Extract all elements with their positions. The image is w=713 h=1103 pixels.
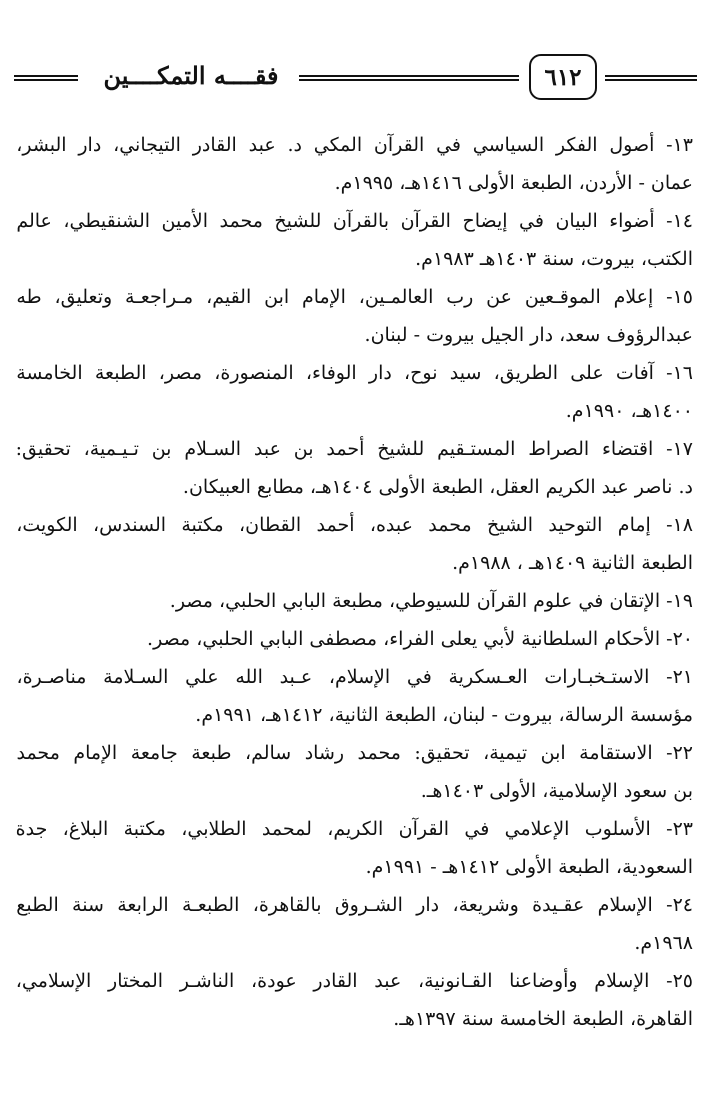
- reference-line: د. ناصر عبد الكريم العقل، الطبعة الأولى ١٤٠٤هـ، مطابع العبيكان.: [182, 476, 693, 498]
- header-rule-left: [14, 75, 78, 81]
- reference-line: ٢٠- الأحكام السلطانية لأبي يعلى الفراء، مصطفى البابي الحلبي، مصر.: [147, 628, 693, 650]
- reference-line: القاهرة، الطبعة الخامسة سنة ١٣٩٧هـ.: [393, 1008, 693, 1030]
- reference-line: ٢٥- الإسلام وأوضاعنا القـانونية، عبد القادر عودة، الناشـر المختار الإسلامي،: [15, 970, 693, 992]
- reference-line: ٢١- الاستـخبـارات العـسكرية في الإسلام، عـبد الله علي السـلامة مناصـرة،: [16, 666, 693, 688]
- reference-line: ١٨- إمام التوحيد الشيخ محمد عبده، أحمد القطان، مكتبة السندس، الكويت،: [16, 514, 693, 536]
- reference-entry: [16, 620, 693, 658]
- running-title: فقــــه التمكــــين: [103, 61, 279, 90]
- reference-line: عبدالرؤوف سعد، دار الجيل بيروت - لبنان.: [364, 324, 693, 346]
- reference-entry: [16, 658, 693, 734]
- reference-line: الطبعة الثانية ١٤٠٩هـ ، ١٩٨٨م.: [452, 552, 693, 574]
- reference-entry: [16, 886, 693, 962]
- header-rule-middle: [299, 75, 519, 81]
- reference-line: مؤسسة الرسالة، بيروت - لبنان، الطبعة الثانية، ١٤١٢هـ، ١٩٩١م.: [195, 704, 693, 726]
- reference-entry: [16, 734, 693, 810]
- reference-entry: [16, 354, 693, 430]
- reference-entry: [16, 202, 693, 278]
- reference-line: ١٦- آفات على الطريق، سيد نوح، دار الوفاء، المنصورة، مصر، الطبعة الخامسة: [16, 362, 693, 384]
- page-number-text: ٦١٢: [544, 63, 582, 91]
- reference-line: ١٩- الإتقان في علوم القرآن للسيوطي، مطبعة البابي الحلبي، مصر.: [169, 590, 693, 612]
- reference-entry: [16, 126, 693, 202]
- reference-line: ١٧- اقتضاء الصراط المستـقيم للشيخ أحمد بن عبد السـلام بن تـيـمية، تحقيق:: [15, 438, 693, 460]
- reference-entry: [16, 278, 693, 354]
- page-header: [14, 52, 697, 104]
- reference-line: ٢٤- الإسلام عقـيدة وشريعة، دار الشـروق بالقاهرة، الطبعـة الرابعة سنة الطبع: [16, 894, 693, 916]
- reference-entry: [16, 962, 693, 1038]
- reference-line: عمان - الأردن، الطبعة الأولى ١٤١٦هـ، ١٩٩٥م.: [334, 172, 693, 194]
- reference-entry: [16, 506, 693, 582]
- reference-line: ١٤٠٠هـ، ١٩٩٠م.: [565, 400, 693, 422]
- reference-line: ١٣- أصول الفكر السياسي في القرآن المكي د. عبد القادر التيجاني، دار البشر،: [16, 134, 693, 156]
- reference-entry: [16, 810, 693, 886]
- header-rule-right: [605, 75, 697, 81]
- reference-line: ١٩٦٨م.: [634, 932, 693, 954]
- reference-line: ٢٢- الاستقامة ابن تيمية، تحقيق: محمد رشاد سالم، طبعة جامعة الإمام محمد: [16, 742, 693, 764]
- page-number: [529, 54, 597, 100]
- reference-entry: [16, 582, 693, 620]
- reference-entry: [16, 430, 693, 506]
- reference-line: الكتب، بيروت، سنة ١٤٠٣هـ ١٩٨٣م.: [415, 248, 693, 270]
- reference-line: بن سعود الإسلامية، الأولى ١٤٠٣هـ.: [420, 780, 693, 802]
- reference-line: السعودية، الطبعة الأولى ١٤١٢هـ - ١٩٩١م.: [365, 856, 693, 878]
- references-list: [16, 126, 693, 1038]
- reference-line: ١٥- إعلام الموقـعين عن رب العالمـين، الإمام ابن القيم، مـراجعـة وتعليق، طه: [16, 286, 693, 308]
- reference-line: ٢٣- الأسلوب الإعلامي في القرآن الكريم، لمحمد الطلابي، مكتبة البلاغ، جدة: [15, 818, 693, 840]
- reference-line: ١٤- أضواء البيان في إيضاح القرآن بالقرآن للشيخ محمد الأمين الشنقيطي، عالم: [16, 210, 693, 232]
